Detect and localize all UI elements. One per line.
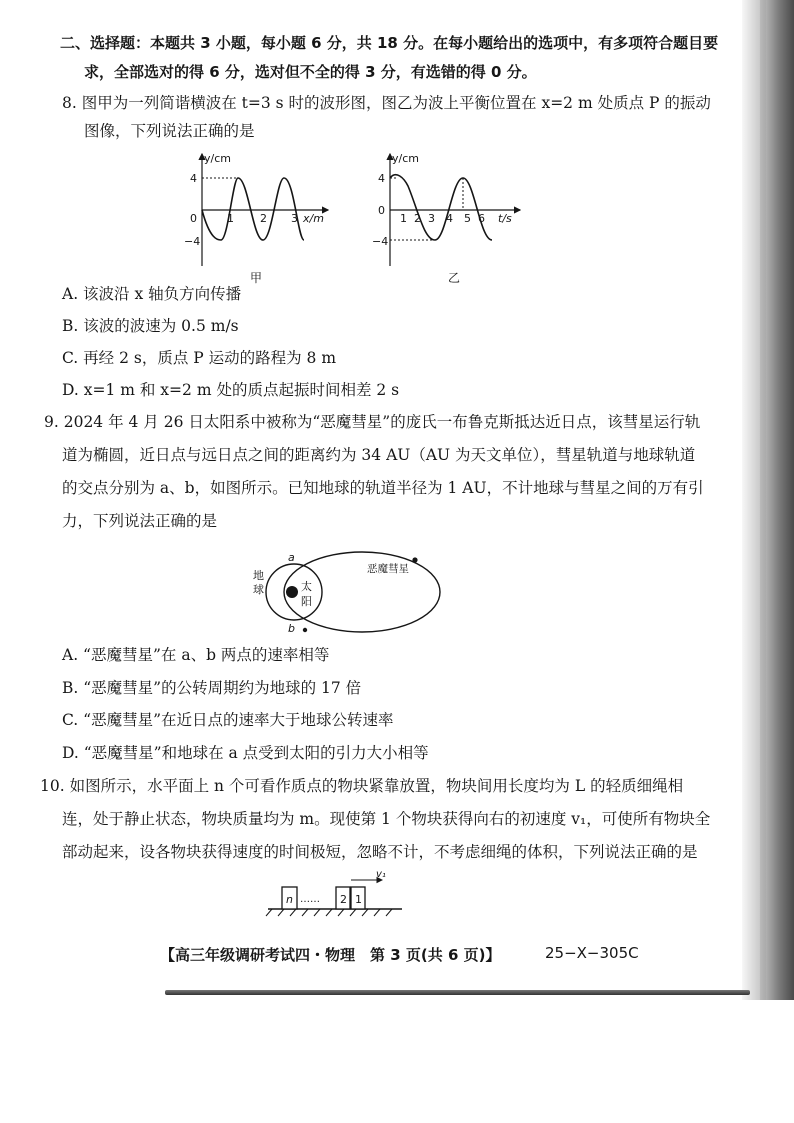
q8-figB-tick-5: 5: [464, 212, 471, 225]
q10-stem-line-3: 部动起来，设各物块获得速度的时间极短，忽略不计，不考虑细绳的体积，下列说法正确的是: [62, 843, 698, 861]
q9-point-b: b: [288, 622, 295, 635]
q10-blocks-figure: [262, 868, 412, 924]
q9-option-c: C. “恶魔彗星”在近日点的速率大于地球公转速率: [62, 711, 394, 729]
q10-block-1: 1: [355, 893, 362, 906]
q8-figB-tick-2: 2: [414, 212, 421, 225]
q8-figA-ylabel: y/cm: [204, 152, 231, 165]
q10-block-n: n: [286, 893, 293, 906]
q8-option-c: C. 再经 2 s，质点 P 运动的路程为 8 m: [62, 349, 337, 367]
q8-figB-caption: 乙: [448, 271, 461, 285]
page-edge-shadow-inner: [760, 0, 766, 1000]
q8-option-d: D. x=1 m 和 x=2 m 处的质点起振时间相差 2 s: [62, 381, 400, 399]
q8-figA-xlabel: x/m: [303, 212, 324, 225]
q8-figA-caption: 甲: [250, 271, 263, 285]
q8-figA-tick-neg4: −4: [184, 235, 201, 248]
q8-figure-jia: [170, 148, 340, 288]
q9-option-d: D. “恶魔彗星”和地球在 a 点受到太阳的引力大小相等: [62, 744, 429, 762]
q9-earth-label-1: 地: [253, 569, 264, 582]
q8-figB-tick-4x: 4: [446, 212, 453, 225]
q8-figA-tick-2: 2: [260, 212, 267, 225]
q8-figB-xlabel: t/s: [498, 212, 512, 225]
q8-figure-yi: [370, 148, 535, 288]
q8-figA-tick-1: 1: [227, 212, 234, 225]
q8-figB-tick-1: 1: [400, 212, 407, 225]
q9-option-b: B. “恶魔彗星”的公转周期约为地球的 17 倍: [62, 679, 362, 697]
q9-comet-label: 恶魔彗星: [367, 563, 409, 575]
page-edge-shadow: [742, 0, 794, 1000]
q10-stem-line-2: 连，处于静止状态，物块质量均为 m。现使第 1 个物块获得向右的初速度 v₁，可使所有物块全: [62, 810, 711, 828]
q9-option-a: A. “恶魔彗星”在 a、b 两点的速率相等: [62, 646, 330, 664]
q9-earth-label-2: 球: [253, 583, 264, 596]
q8-figB-tick-neg4: −4: [372, 235, 389, 248]
q8-option-b: B. 该波的波速为 0.5 m/s: [62, 317, 239, 335]
q9-sun-label-1: 太: [301, 580, 312, 593]
q9-point-a: a: [288, 551, 295, 564]
q8-figA-tick-0: 0: [190, 212, 197, 225]
q9-stem-line-2: 道为椭圆，近日点与远日点之间的距离约为 34 AU（AU 为天文单位），彗星轨道与地球轨道: [62, 446, 696, 464]
section-header-line-2: 求，全部选对的得 6 分，选对但不全的得 3 分，有选错的得 0 分。: [84, 63, 537, 81]
q10-velocity-label: v₁: [376, 869, 386, 880]
q9-stem-line-4: 力，下列说法正确的是: [62, 512, 218, 530]
q8-figA-tick-4: 4: [190, 172, 197, 185]
q10-stem-line-1: 10. 如图所示，水平面上 n 个可看作质点的物块紧靠放置，物块间用长度均为 L 的轻质细绳相: [40, 777, 684, 795]
footer-paper-code: 25−X−305C: [545, 944, 639, 962]
q10-block-2: 2: [340, 893, 347, 906]
q9-sun-label-2: 阳: [301, 595, 312, 608]
q8-figB-ylabel: y/cm: [392, 152, 419, 165]
q8-figA-tick-3: 3: [291, 212, 298, 225]
q8-stem-line-2: 图像，下列说法正确的是: [84, 122, 255, 140]
q10-block-dots: ……: [300, 894, 320, 905]
q8-figB-tick-0: 0: [378, 204, 385, 217]
q9-stem-line-1: 9. 2024 年 4 月 26 日太阳系中被称为“恶魔彗星”的庞氏一布鲁克斯抵达近日点，该彗星运行轨: [44, 413, 701, 431]
q8-figB-tick-3: 3: [428, 212, 435, 225]
q8-figB-tick-4: 4: [378, 172, 385, 185]
q9-orbit-figure: [245, 545, 445, 641]
section-header-line-1: 二、选择题：本题共 3 小题，每小题 6 分，共 18 分。在每小题给出的选项中，有多项符合题目要: [60, 34, 719, 52]
q8-option-a: A. 该波沿 x 轴负方向传播: [62, 285, 242, 303]
footer-page-info: 【高三年级调研考试四・物理 第 3 页(共 6 页)】: [160, 946, 501, 964]
q9-stem-line-3: 的交点分别为 a、b，如图所示。已知地球的轨道半径为 1 AU，不计地球与彗星之间的万有引: [62, 479, 704, 497]
q8-stem-line-1: 8. 图甲为一列简谐横波在 t=3 s 时的波形图，图乙为波上平衡位置在 x=2 m 处质点 P 的振动: [62, 94, 711, 112]
bottom-page-rule: [165, 990, 750, 995]
q8-figB-tick-6: 6: [478, 212, 485, 225]
